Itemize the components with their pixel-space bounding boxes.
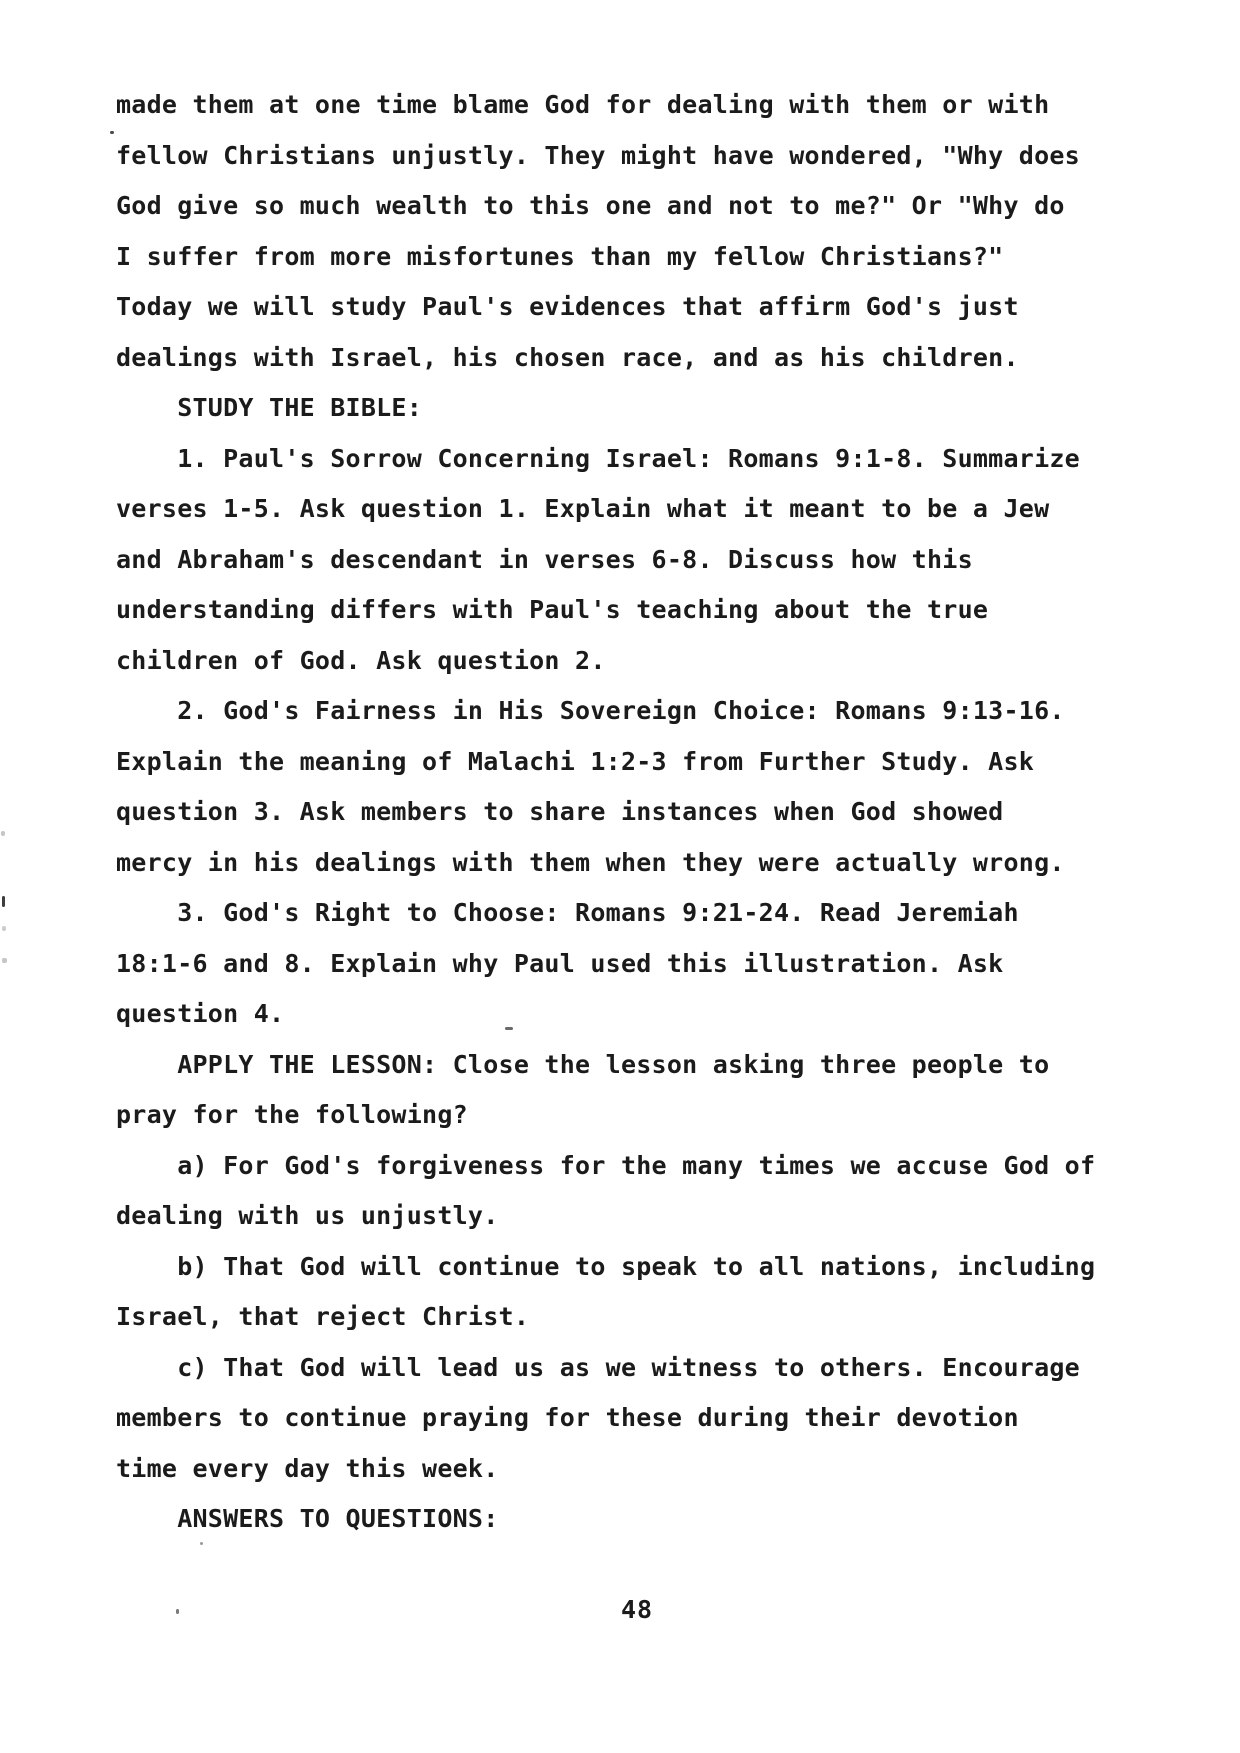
scan-speck (200, 1542, 203, 1545)
text-line: time every day this week. (116, 1453, 499, 1483)
text-line: b) That God will continue to speak to all nations, including (116, 1251, 1096, 1281)
scan-speck (1, 831, 5, 836)
text-line: 3. God's Right to Choose: Romans 9:21-24. Read Jeremiah (116, 898, 1019, 927)
text-line: STUDY THE BIBLE: (116, 393, 423, 422)
text-line: mercy in his dealings with them when they were actually wrong. (116, 847, 1065, 877)
text-line: a) For God's forgiveness for the many times we accuse God of (116, 1150, 1096, 1180)
text-line: 18:1-6 and 8. Explain why Paul used this illustration. Ask (116, 948, 1004, 978)
text-line: ANSWERS TO QUESTIONS: (116, 1504, 499, 1533)
scan-speck (505, 1027, 513, 1030)
text-line: understanding differs with Paul's teaching about the true (116, 595, 989, 624)
text-line: made them at one time blame God for dealing with them or with (116, 90, 1050, 119)
text-line: 1. Paul's Sorrow Concerning Israel: Romans 9:1-8. Summarize (116, 443, 1080, 473)
text-line: I suffer from more misfortunes than my fellow Christians?" (116, 241, 1004, 271)
text-line: question 4. (116, 999, 285, 1028)
scan-speck (110, 131, 114, 134)
scan-speck (176, 1609, 179, 1614)
text-line: and Abraham's descendant in verses 6-8. Discuss how this (116, 544, 973, 574)
page-number: 48 (621, 1595, 654, 1624)
scan-speck (2, 958, 7, 963)
text-line: God give so much wealth to this one and not to me?" Or "Why do (116, 191, 1065, 220)
text-line: 2. God's Fairness in His Sovereign Choice: Romans 9:13-16. (116, 696, 1065, 725)
text-line: fellow Christians unjustly. They might have wondered, "Why does (116, 140, 1080, 170)
scan-speck (2, 896, 5, 907)
text-line: APPLY THE LESSON: Close the lesson asking three people to (116, 1049, 1050, 1079)
text-line: children of God. Ask question 2. (116, 645, 606, 675)
text-line: Explain the meaning of Malachi 1:2-3 from Further Study. Ask (116, 746, 1035, 776)
text-line: dealing with us unjustly. (116, 1201, 499, 1230)
text-line: c) That God will lead us as we witness to others. Encourage (116, 1352, 1080, 1382)
text-line: verses 1-5. Ask question 1. Explain what it meant to be a Jew (116, 494, 1050, 523)
typewritten-text-block (116, 80, 1176, 1545)
text-line: members to continue praying for these during their devotion (116, 1403, 1019, 1432)
text-line: dealings with Israel, his chosen race, and as his children. (116, 342, 1019, 372)
text-line: Today we will study Paul's evidences that affirm God's just (116, 292, 1019, 321)
text-line: question 3. Ask members to share instances when God showed (116, 797, 1004, 826)
scan-speck (2, 926, 6, 931)
text-line: Israel, that reject Christ. (116, 1302, 530, 1331)
text-line: pray for the following? (116, 1100, 468, 1129)
